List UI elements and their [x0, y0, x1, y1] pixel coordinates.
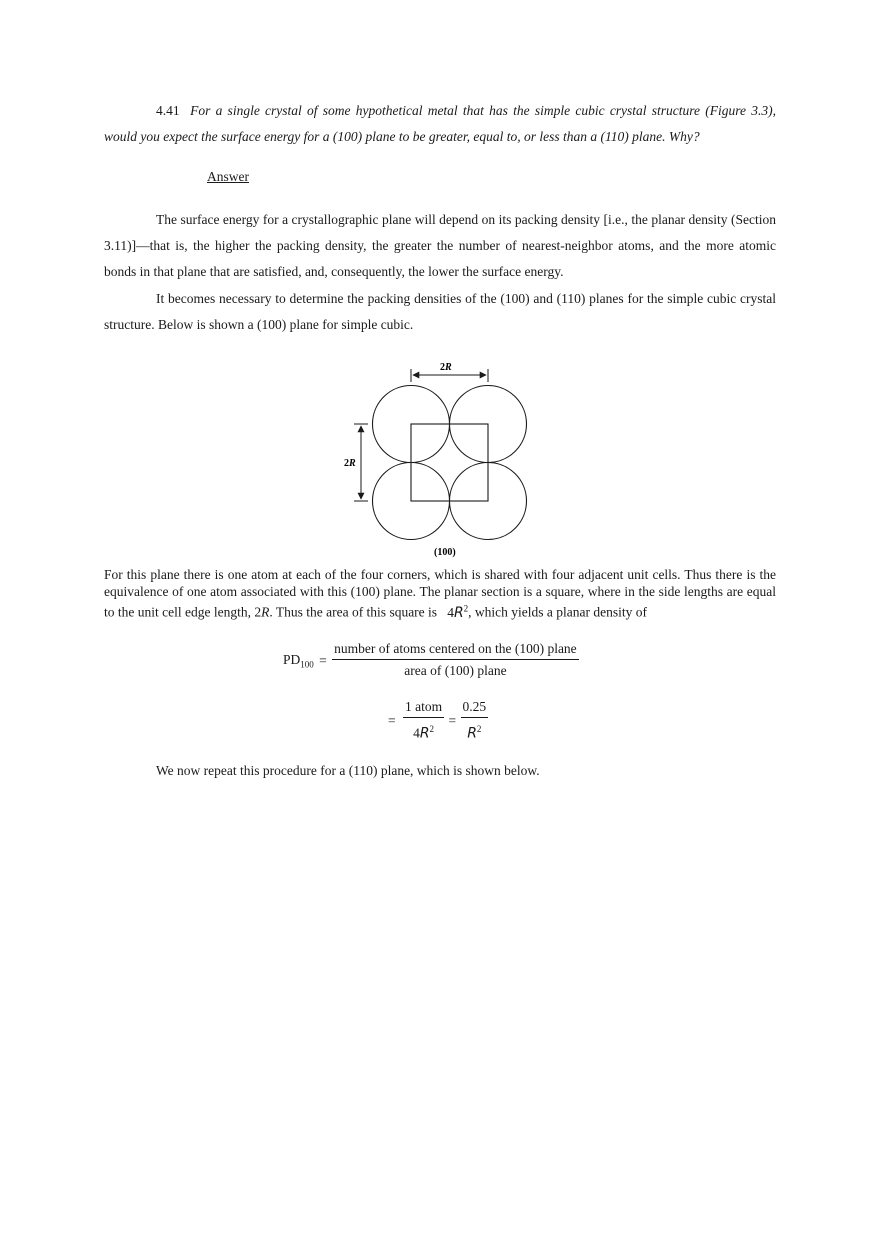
question-text: For a single crystal of some hypothetical metal that has the simple cubic crystal structure (Figure 3.3), would you expect the surface energy for a (100) plane to be greater, equal to, or less than a (110) plane. Why? — [104, 103, 776, 144]
paragraph-surface-energy: The surface energy for a crystallographic plane will depend on its packing density [i.e., the planar density (Section 3.11)]—that is, the higher the packing density, the greater the number of nearest-neighbor atoms, and the more atomic bonds in that plane that are satisfied, and, consequently, the lower the surface energy. — [104, 212, 776, 279]
unit-cell-square — [411, 424, 488, 501]
height-dimension-label: 2R — [344, 458, 356, 469]
figure-100-plane — [330, 352, 550, 562]
fraction-result: $\frac{0.25}{R^2}$ — [462, 699, 487, 742]
question-number: 4.41 — [156, 103, 180, 118]
area-expression: $4R^2$ — [447, 603, 469, 621]
paragraph-packing-densities: It becomes necessary to determine the packing densities of the (100) and (110) planes for the simple cubic crystal structure. Below is shown a (100) plane for simple cubic. — [104, 291, 776, 332]
equation-planar-density-result: = $\frac{\text{1 atom}}{4R^2}$ = $\frac{0.25}{R^2}$ — [388, 699, 487, 742]
answer-heading: Answer — [207, 169, 249, 184]
figure-caption: (100) — [434, 547, 456, 558]
width-dimension-label: 2R — [440, 362, 452, 373]
equation-planar-density-definition: $PD_{100}$ = $\frac{\text{number of atoms centered on the (100) plane}}{\text{area of (100) plane}}$ — [283, 641, 577, 678]
paragraph-planar-section: For this plane there is one atom at each of the four corners, which is shared with four adjacent unit cells. Thus there is the equivalence of one atom associated with this (100) plane. The planar section is a square, where in the side lengths are equal to the unit cell edge length, 2R. Thus the area of this square is $4R^2$, which yields a planar density of — [104, 567, 776, 621]
paragraph-110-repeat: We now repeat this procedure for a (110) plane, which is shown below. — [156, 763, 540, 778]
question-paragraph — [104, 98, 776, 150]
definition-fraction: $\frac{\text{number of atoms centered on the (100) plane}}{\text{area of (100) plane}}$ — [334, 641, 577, 678]
fraction-one-atom: $\frac{\text{1 atom}}{4R^2}$ — [405, 699, 443, 742]
pd-symbol: $PD_{100}$ — [283, 651, 314, 670]
